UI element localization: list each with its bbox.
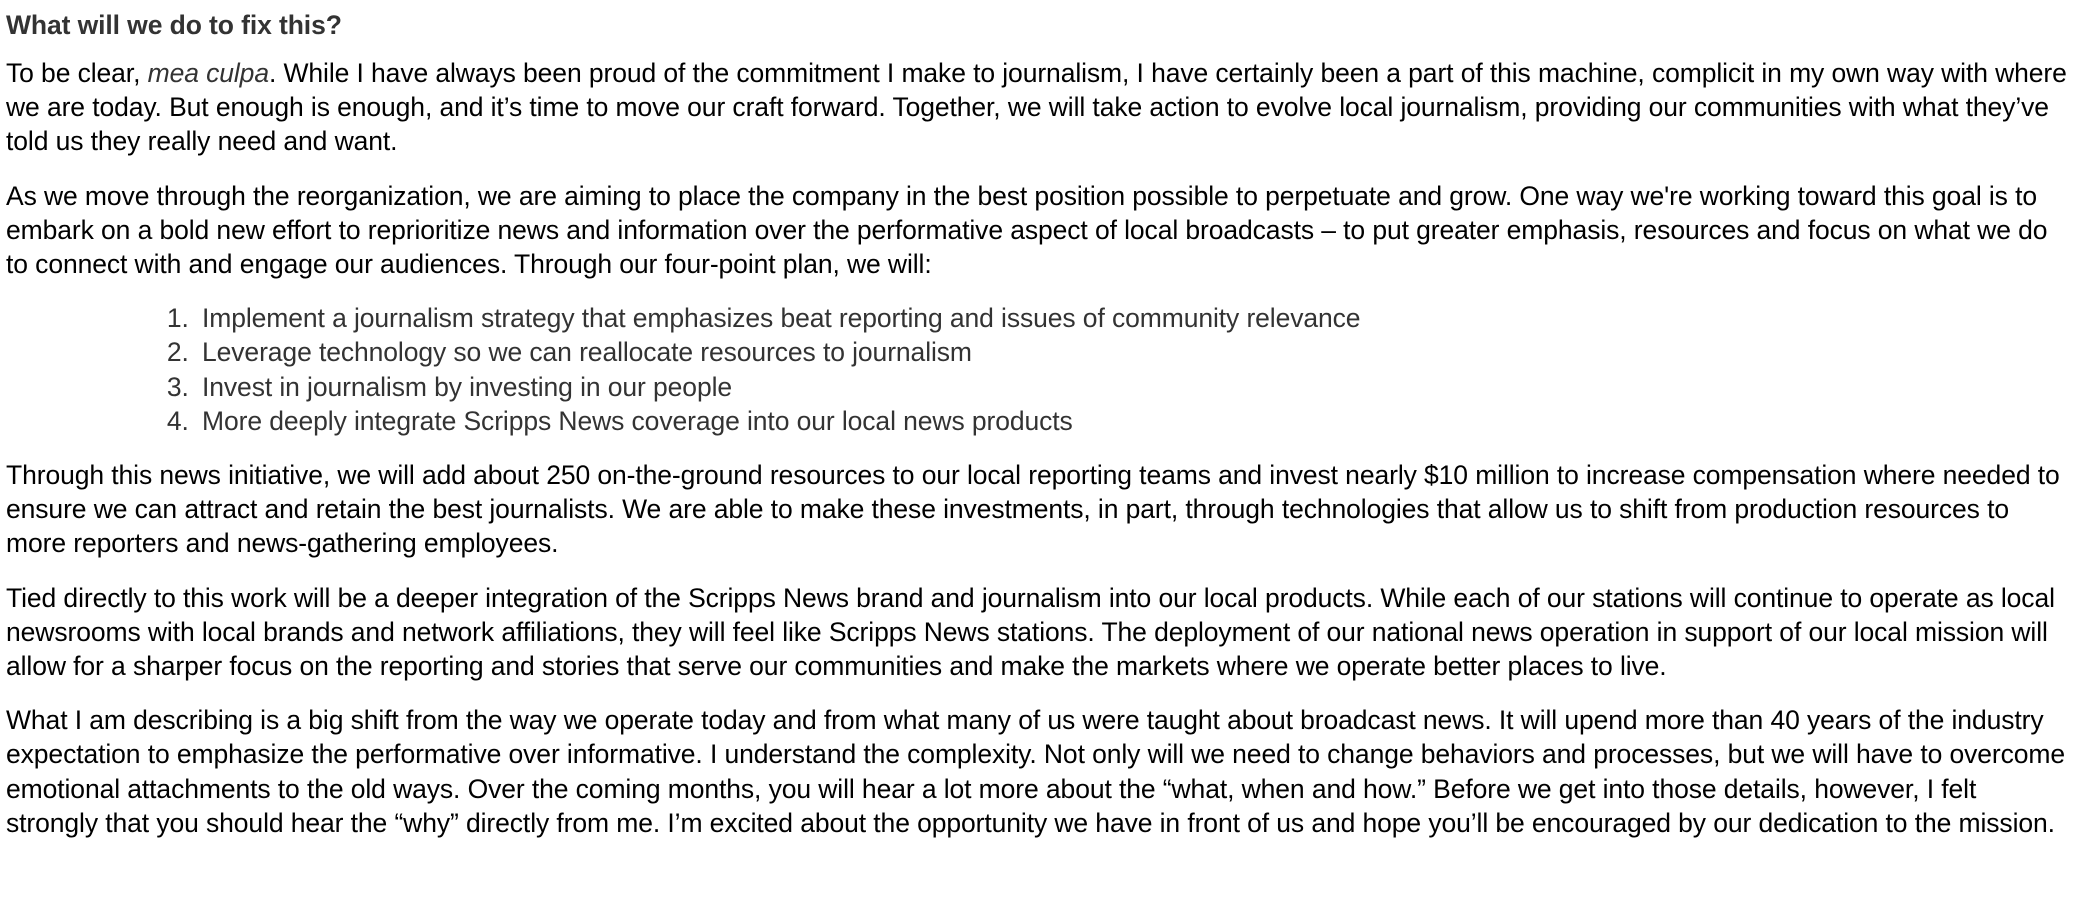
paragraph-mea-culpa-rest: . While I have always been proud of the commitment I make to journalism, I have certainly been a part of this machine, complicit in my own way with where we are today. But enough is enough, and it’s time to move our craft forward. Together, we will take action to evolve local journalism, providing our communities with what they’ve told us they really need and want.	[6, 58, 2067, 157]
section-heading: What will we do to fix this?	[6, 10, 342, 40]
plan-item-scripps-news-integration: 4. More deeply integrate Scripps News coverage into our local news products	[196, 404, 2074, 438]
plan-item-journalism-strategy: 1. Implement a journalism strategy that emphasizes beat reporting and issues of community relevance	[196, 301, 2074, 335]
paragraph-big-shift: What I am describing is a big shift from the way we operate today and from what many of us were taught about broadcast news. It will upend more than 40 years of the industry expectation to emphasize the performative over informative. I understand the complexity. Not only will we need to change behaviors and processes, but we will have to overcome emotional attachments to the old ways. Over the coming months, you will hear a lot more about the “what, when and how.” Before we get into those details, however, I felt strongly that you should hear the “why” directly from me. I’m excited about the opportunity we have in front of us and hope you’ll be encouraged by our dedication to the mission.	[6, 705, 2066, 838]
paragraph-news-initiative: Through this news initiative, we will add about 250 on-the-ground resources to our local reporting teams and invest nearly $10 million to increase compensation where needed to ensure we can attract and retain the best journalists. We are able to make these investments, in part, through technologies that allow us to shift from production resources to more reporters and news-gathering employees.	[6, 460, 2060, 559]
paragraph-mea-culpa	[6, 56, 2074, 159]
paragraph-reorganization: As we move through the reorganization, we are aiming to place the company in the best position possible to perpetuate and grow. One way we're working toward this goal is to embark on a bold new effort to reprioritize news and information over the performative aspect of local broadcasts – to put greater emphasis, resources and focus on what we do to connect with and engage our audiences. Through our four-point plan, we will:	[6, 180, 2048, 280]
plan-item-leverage-technology: 2. Leverage technology so we can reallocate resources to journalism	[196, 335, 2074, 369]
paragraph-mea-culpa-start: To be clear,	[6, 58, 148, 88]
plan-item-invest-in-people: 3. Invest in journalism by investing in our people	[196, 370, 2074, 404]
paragraph-scripps-integration: Tied directly to this work will be a deeper integration of the Scripps News brand and journalism into our local products. While each of our stations will continue to operate as local newsrooms with local brands and network affiliations, they will feel like Scripps News stations. The deployment of our national news operation in support of our local mission will allow for a sharper focus on the reporting and stories that serve our communities and make the markets where we operate better places to live.	[6, 582, 2055, 682]
mea-culpa-emphasis: mea culpa	[147, 58, 269, 88]
four-point-plan-list	[6, 301, 2074, 438]
article-body	[6, 8, 2074, 860]
